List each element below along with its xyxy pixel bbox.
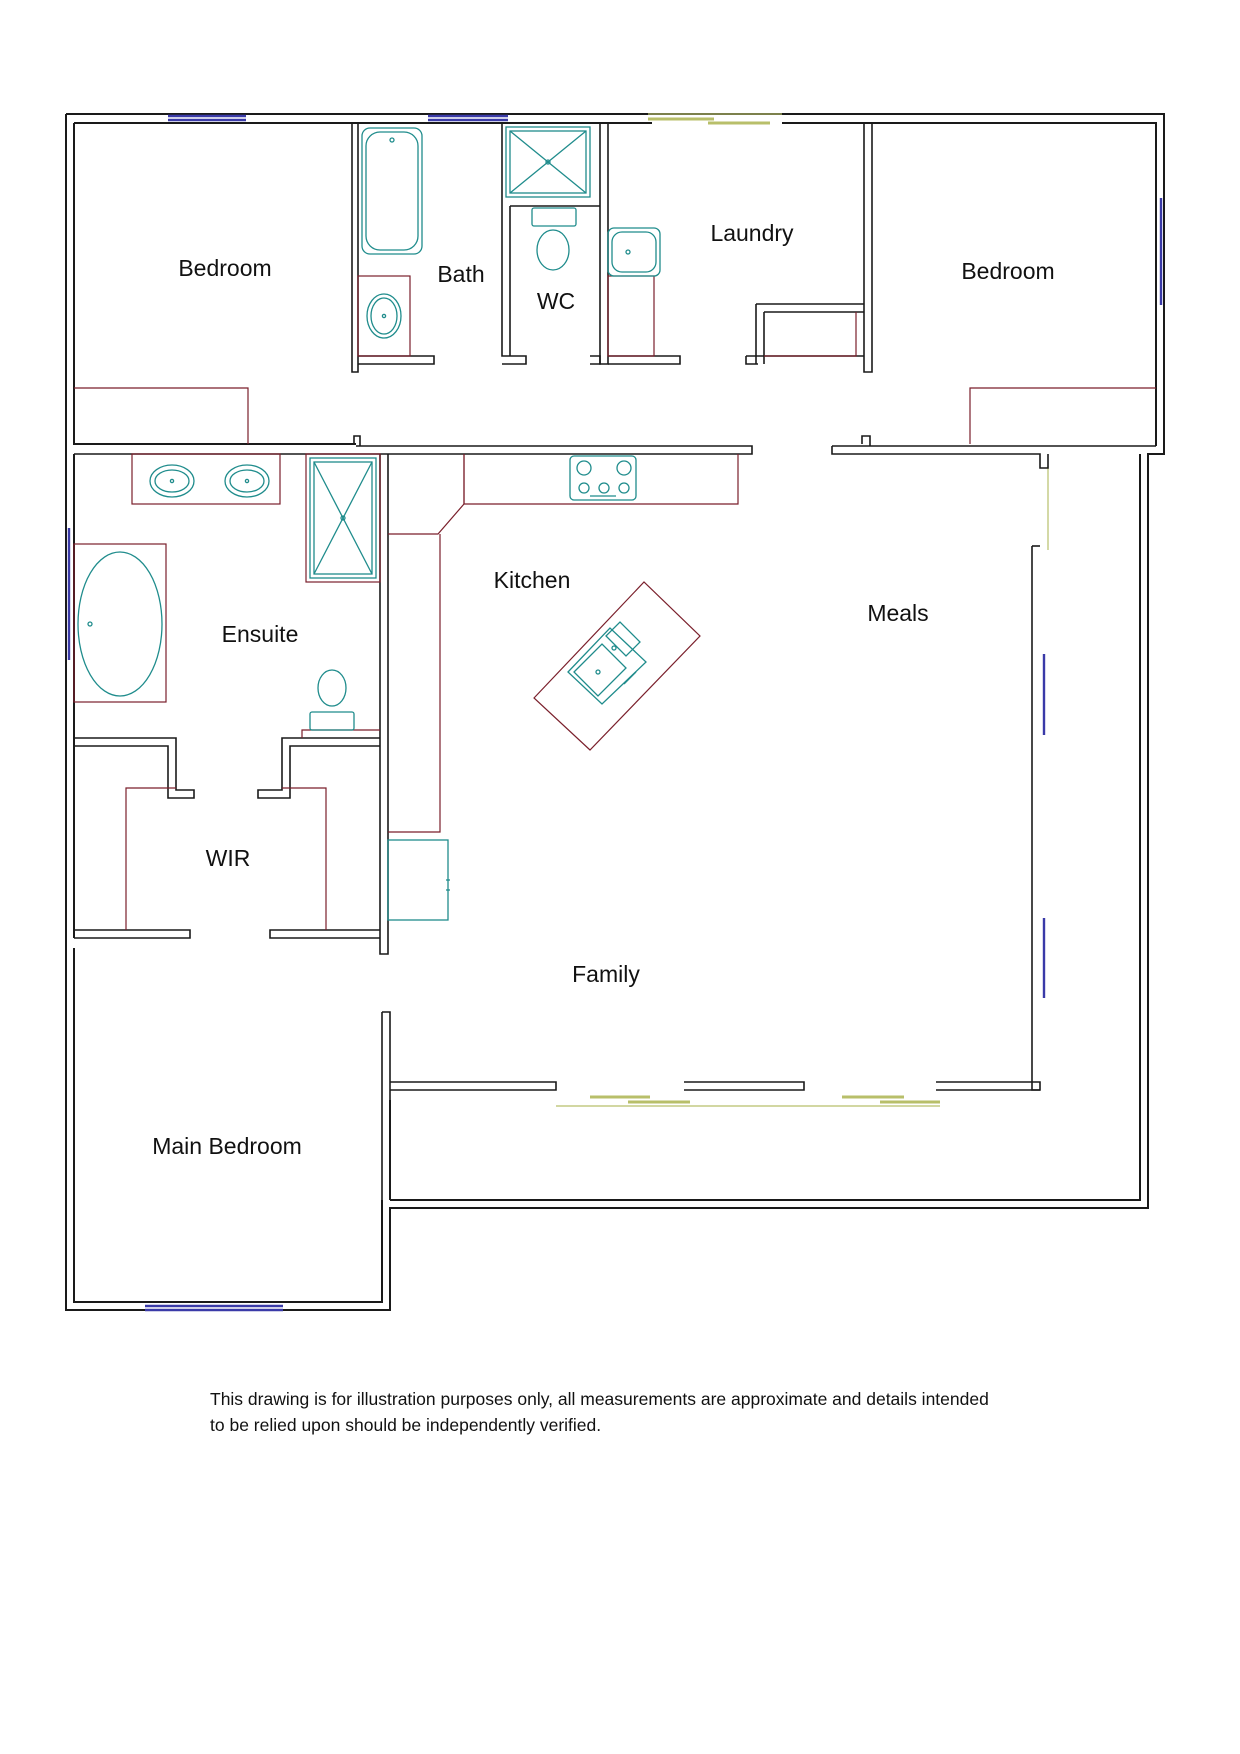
room-label-wc: WC — [536, 288, 576, 314]
windows — [69, 116, 1161, 1310]
laundry-cabinet — [608, 276, 654, 356]
disclaimer-text — [210, 1386, 1090, 1438]
fixtures — [78, 127, 700, 750]
room-label-meals: Meals — [867, 600, 929, 626]
basin — [367, 294, 401, 338]
wir-shelf — [126, 788, 176, 930]
fridge — [388, 840, 448, 920]
room-labels — [152, 220, 1054, 1159]
room-label-laundry: Laundry — [710, 220, 794, 246]
toilet — [532, 208, 576, 226]
oval-bath — [78, 552, 162, 696]
bath-vanity — [358, 276, 410, 356]
external-walls — [66, 114, 1164, 1310]
kitchen-bench-side — [388, 534, 440, 832]
wardrobe — [970, 388, 1156, 444]
cabinetry — [74, 276, 1156, 930]
kitchen-bench — [388, 504, 464, 534]
internal-walls — [74, 123, 1156, 1200]
room-label-bath: Bath — [437, 261, 485, 287]
disclaimer-line-1: This drawing is for illustration purposes only, all measurements are approximate and details intended — [210, 1389, 989, 1409]
room-label-kitchen: Kitchen — [493, 567, 571, 593]
toilet-area — [302, 730, 380, 738]
toilet — [318, 670, 346, 706]
wardrobe — [74, 388, 248, 444]
laundry-cupboard — [764, 312, 856, 356]
room-label-bedroom-left: Bedroom — [178, 255, 272, 281]
room-label-family: Family — [572, 961, 640, 987]
wir-shelf — [282, 788, 326, 930]
room-label-ensuite: Ensuite — [221, 621, 299, 647]
room-label-wir: WIR — [205, 845, 251, 871]
ensuite-vanity — [132, 454, 280, 504]
room-label-main-bedroom: Main Bedroom — [152, 1133, 302, 1159]
kitchen-island — [534, 582, 700, 750]
bathtub — [362, 128, 422, 254]
laundry-tub — [608, 228, 660, 276]
room-label-bedroom-right: Bedroom — [961, 258, 1055, 284]
disclaimer-line-2: to be relied upon should be independently verified. — [210, 1415, 602, 1435]
